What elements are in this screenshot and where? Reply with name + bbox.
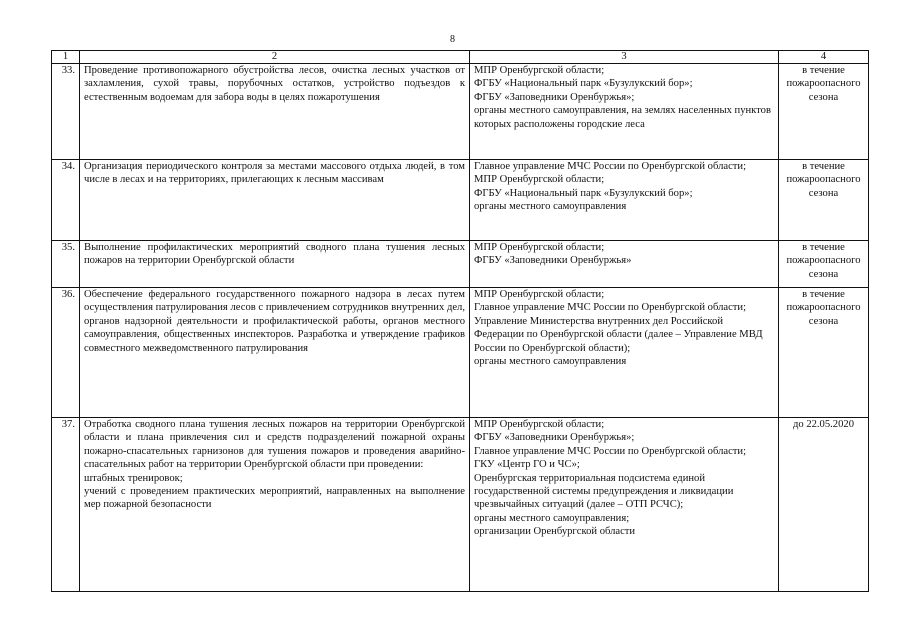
- executor: МПР Оренбургской области;: [474, 174, 605, 186]
- executor: Главное управление МЧС России по Оренбургской области;: [474, 302, 747, 314]
- executor: органы местного самоуправления: [474, 356, 627, 368]
- measure-text: Обеспечение федерального государственного пожарного надзора в лесах путем осуществления патрулирования лесов с привлечением сотрудников внутренних дел, органов надзорной деятельности и профилактической работы, органов местного самоуправления, общественных инспекторов. Разработка и утверждение графиков совместного межведомственного патрулирования: [80, 288, 470, 418]
- executors-cell: [470, 241, 779, 288]
- deadline: до 22.05.2020: [779, 418, 869, 592]
- executor: Оренбургская территориальная подсистема единой государственной системы предупреждения и ликвидации чрезвычайных ситуаций (далее – ОТП РСЧС);: [474, 472, 734, 511]
- measure-text: Организация периодического контроля за местами массового отдыха людей, в том числе в лесах и на территориях, прилегающих к лесным массивам: [80, 160, 470, 241]
- column-number-3: 3: [470, 51, 779, 64]
- executor: ФГБУ «Заповедники Оренбуржья»;: [474, 91, 635, 103]
- executors-cell: [470, 64, 779, 160]
- executor: ФГБУ «Заповедники Оренбуржья»: [474, 255, 632, 267]
- measure-subitem: штабных тренировок;: [84, 472, 183, 484]
- executor: Управление Министерства внутренних дел Российской Федерации по Оренбургской области (далее – Управление МВД России по Оренбургской области);: [474, 315, 763, 354]
- executor: МПР Оренбургской области;: [474, 242, 605, 253]
- executor: Главное управление МЧС России по Оренбургской области;: [474, 161, 747, 172]
- measure-text: Проведение противопожарного обустройства лесов, очистка лесных участков от захламления, сухой травы, порубочных остатков, устройство подъездов к естественным водоемам для забора воды в целях пожаротушения: [80, 64, 470, 160]
- deadline: в течение пожароопасного сезона: [779, 288, 869, 418]
- column-number-4: 4: [779, 51, 869, 64]
- row-number: 33.: [52, 64, 80, 160]
- executors-cell: [470, 160, 779, 241]
- measures-table: [51, 50, 869, 592]
- row-number: 35.: [52, 241, 80, 288]
- measure-text-cell: [80, 418, 470, 592]
- row-number: 34.: [52, 160, 80, 241]
- row-number: 37.: [52, 418, 80, 592]
- executor: органы местного самоуправления;: [474, 512, 630, 524]
- executor: МПР Оренбургской области;: [474, 419, 605, 430]
- row-number: 36.: [52, 288, 80, 418]
- column-number-1: 1: [52, 51, 80, 64]
- column-number-row: [52, 51, 869, 64]
- deadline: в течение пожароопасного сезона: [779, 241, 869, 288]
- executors-cell: [470, 288, 779, 418]
- measure-subitem: учений с проведением практических мероприятий, направленных на выполнение мер пожарной безопасности: [84, 486, 465, 511]
- executor: ФГБУ «Заповедники Оренбуржья»;: [474, 432, 635, 444]
- column-number-2: 2: [80, 51, 470, 64]
- executor: МПР Оренбургской области;: [474, 65, 605, 76]
- table-row: [52, 418, 869, 592]
- executor: органы местного самоуправления, на землях населенных пунктов которых расположены городские леса: [474, 105, 771, 130]
- page-number: 8: [450, 34, 455, 45]
- measure-text: Выполнение профилактических мероприятий сводного плана тушения лесных пожаров на территории Оренбургской области: [80, 241, 470, 288]
- deadline: в течение пожароопасного сезона: [779, 160, 869, 241]
- table-row: [52, 241, 869, 288]
- executors-cell: [470, 418, 779, 592]
- executor: ГКУ «Центр ГО и ЧС»;: [474, 459, 580, 471]
- table-row: [52, 160, 869, 241]
- measure-text: Отработка сводного плана тушения лесных пожаров на территории Оренбургской области и плана привлечения сил и средств подразделений пожарной охраны пожарно-спасательных гарнизонов для тушения пожаров и проведения аварийно-спасательных работ на территории Оренбургской области при проведении:: [84, 419, 465, 471]
- executor: органы местного самоуправления: [474, 201, 627, 213]
- table-row: [52, 288, 869, 418]
- executor: ФГБУ «Национальный парк «Бузулукский бор»;: [474, 78, 693, 90]
- executor: организации Оренбургской области: [474, 526, 636, 538]
- deadline: в течение пожароопасного сезона: [779, 64, 869, 160]
- executor: МПР Оренбургской области;: [474, 289, 605, 300]
- executor: Главное управление МЧС России по Оренбургской области;: [474, 445, 747, 457]
- table-row: [52, 64, 869, 160]
- executor: ФГБУ «Национальный парк «Бузулукский бор»;: [474, 187, 693, 199]
